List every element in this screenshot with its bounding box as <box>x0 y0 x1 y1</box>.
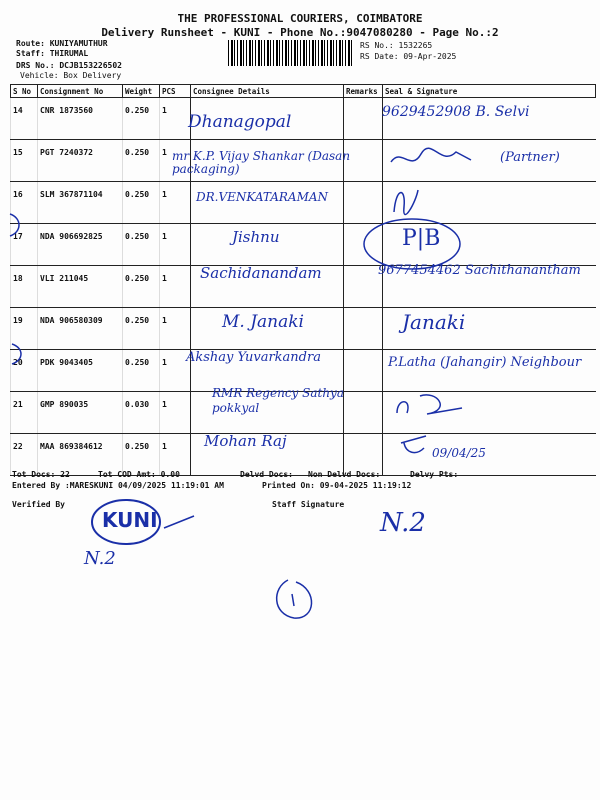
row-weight: 0.250 <box>123 224 160 266</box>
handwritten-consignee: RMR Regency Sathya pokkyal <box>212 386 344 415</box>
handwritten-consignee: Akshay Yuvarkandra <box>186 350 321 365</box>
route-label: Route: KUNIYAMUTHUR <box>16 39 108 48</box>
row-consignment: NDA 906580309 <box>38 308 123 350</box>
row-pcs: 1 <box>160 266 191 308</box>
row-weight: 0.250 <box>123 182 160 224</box>
row-pcs: 1 <box>160 434 191 476</box>
row-pcs: 1 <box>160 308 191 350</box>
signature-scribble <box>396 428 430 458</box>
row-weight: 0.250 <box>123 350 160 392</box>
row-consignment: GMP 890035 <box>38 392 123 434</box>
delivery-points: Delvy Pts: <box>410 470 459 479</box>
rs-date: RS Date: 09-Apr-2025 <box>360 52 457 61</box>
circle-mark <box>268 574 324 624</box>
delivered-docs: Delvd Docs: <box>240 470 293 479</box>
runsheet-title: Delivery Runsheet - KUNI - Phone No.:9047080280 - Page No.:2 <box>101 26 499 39</box>
row-weight: 0.250 <box>123 434 160 476</box>
col-remarks: Remarks <box>344 85 383 98</box>
col-pcs: PCS <box>160 85 191 98</box>
row-consignment: CNR 1873560 <box>38 98 123 140</box>
handwritten-consignee: M. Janaki <box>222 312 304 332</box>
row-weight: 0.250 <box>123 266 160 308</box>
row-weight: 0.250 <box>123 308 160 350</box>
staff-label: Staff: THIRUMAL <box>16 49 89 58</box>
handwritten-consignee: DR.VENKATARAMAN <box>196 190 329 204</box>
col-seal-signature: Seal & Signature <box>383 85 596 98</box>
signature-scribble <box>392 388 472 424</box>
row-pcs: 1 <box>160 98 191 140</box>
verified-by-label: Verified By <box>12 500 65 509</box>
row-weight: 0.250 <box>123 98 160 140</box>
drs-label: DRS No.: DCJB153226502 <box>16 61 122 70</box>
row-sno: 19 <box>11 308 38 350</box>
row-weight: 0.030 <box>123 392 160 434</box>
row-consignment: PGT 7240372 <box>38 140 123 182</box>
col-consignment: Consignment No <box>38 85 123 98</box>
row-pcs: 1 <box>160 182 191 224</box>
table-row <box>11 224 596 266</box>
row-consignment: VLI 211045 <box>38 266 123 308</box>
row-pcs: 1 <box>160 140 191 182</box>
non-delivered-docs: Non Delvd Docs: <box>308 470 381 479</box>
row-consignment: SLM 367871104 <box>38 182 123 224</box>
row-pcs: 1 <box>160 350 191 392</box>
row-sno: 15 <box>11 140 38 182</box>
total-docs: Tot Docs: 22 <box>12 470 70 479</box>
handwritten-signature: 9677454462 Sachithanantham <box>378 263 581 278</box>
row-mark <box>8 340 28 368</box>
row-sno: 20 <box>11 350 38 392</box>
signature-scribble <box>386 142 476 176</box>
handwritten-date: 09/04/25 <box>432 446 486 460</box>
row-sno: 21 <box>11 392 38 434</box>
row-remarks <box>344 308 383 350</box>
row-sno: 14 <box>11 98 38 140</box>
pen-stroke <box>160 512 200 532</box>
handwritten-signature: P.Latha (Jahangir) Neighbour <box>388 355 582 370</box>
entered-by: Entered By :MARESKUNI 04/09/2025 11:19:01 AM <box>12 481 224 490</box>
row-pcs: 1 <box>160 224 191 266</box>
row-consignment: PDK 9043405 <box>38 350 123 392</box>
row-sno: 17 <box>11 224 38 266</box>
row-weight: 0.250 <box>123 140 160 182</box>
row-sno: 18 <box>11 266 38 308</box>
handwritten-consignee: Mohan Raj <box>204 432 287 450</box>
row-pcs: 1 <box>160 392 191 434</box>
row-sno: 22 <box>11 434 38 476</box>
handwritten-consignee: Jishnu <box>232 228 280 246</box>
total-cod: Tot COD Amt: 0.00 <box>98 470 180 479</box>
col-consignee: Consignee Details <box>191 85 344 98</box>
row-consignment: NDA 906692825 <box>38 224 123 266</box>
handwritten-consignee: Dhanagopal <box>188 112 292 132</box>
rs-number: RS No.: 1532265 <box>360 41 433 50</box>
col-weight: Weight <box>123 85 160 98</box>
company-name: THE PROFESSIONAL COURIERS, COIMBATORE <box>177 12 423 25</box>
handwritten-consignee: Sachidanandam <box>200 264 322 282</box>
handwritten-signature: (Partner) <box>500 150 560 165</box>
row-consignment: MAA 869384612 <box>38 434 123 476</box>
row-mark <box>6 210 26 240</box>
barcode <box>228 40 354 66</box>
vehicle-label: Vehicle: Box Delivery <box>20 71 122 80</box>
col-sno: S No <box>11 85 38 98</box>
handwritten-signature: 9629452908 B. Selvi <box>382 104 530 120</box>
row-remarks <box>344 98 383 140</box>
handwritten-signature: Janaki <box>402 310 466 334</box>
seal-initials: P|B <box>402 226 441 251</box>
row-sno: 16 <box>11 182 38 224</box>
handwritten-consignee: mr K.P. Vijay Shankar (Dasan packaging) <box>172 149 351 176</box>
table-header-row <box>11 85 596 98</box>
verifier-mark: N.2 <box>84 548 116 569</box>
printed-on: Printed On: 09-04-2025 11:19:12 <box>262 481 412 490</box>
staff-signature-label: Staff Signature <box>272 500 345 509</box>
staff-mark: N.2 <box>380 508 426 538</box>
kuni-stamp-text: KUNI <box>102 508 158 532</box>
